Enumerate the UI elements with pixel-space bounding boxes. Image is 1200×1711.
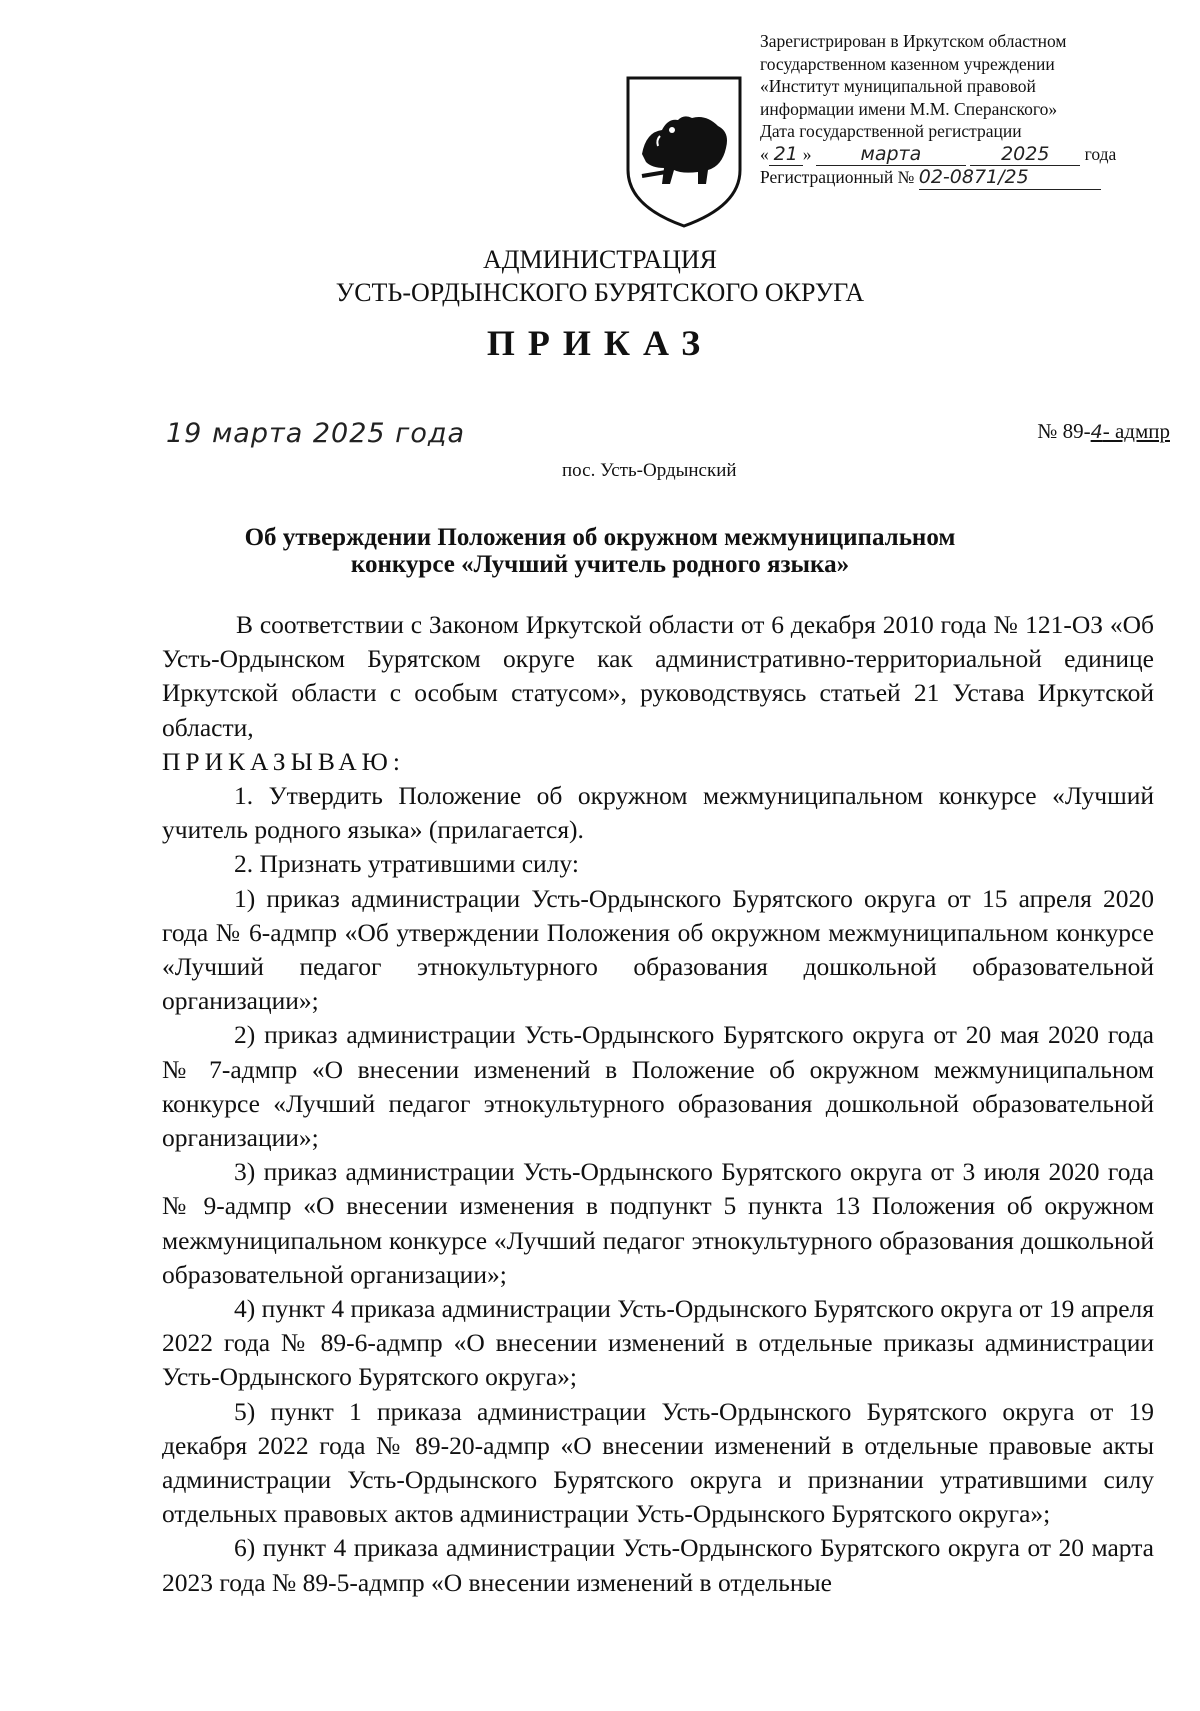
order-date: 19 марта 2025 года (166, 418, 466, 449)
order-number-prefix: № 89- (1037, 419, 1091, 443)
registration-line: информации имени М.М. Сперанского» (760, 98, 1058, 119)
subitem-5: 5) пункт 1 приказа администрации Усть-Ордынского Бурятского округа от 19 декабря 2022 года № 89-20-адмпр «О внесении изменений в отдельные правовые акты администрации Усть-Ордынского Бурятского округа и признании утратившими силу отдельных правовых актов администрации Усть-Ордынского Бурятского округа»; (162, 1396, 1154, 1529)
registration-month: марта (816, 143, 966, 167)
preamble-paragraph: В соответствии с Законом Иркутской области от 6 декабря 2010 года № 121-ОЗ «Об Усть-Ордынском Бурятском округе как административно-территориальной единице Иркутской области с особым статусом», руководствуясь статьей 21 Устава Иркутской области, (162, 610, 1154, 742)
registration-number-row (760, 166, 1140, 190)
registration-day: 21 (769, 143, 803, 167)
subitem-3: 3) приказ администрации Усть-Ордынского Бурятского округа от 3 июля 2020 года № 9-адмпр «О внесении изменения в подпункт 5 пункта 13 Положения об окружном межмуниципальном конкурсе «Лучший педагог этнокультурного образования дошкольной образовательной организации»; (162, 1157, 1154, 1289)
registration-line: Дата государственной регистрации (760, 121, 1022, 141)
registration-year-suffix: года (1084, 143, 1117, 164)
order-title-line1: Об утверждении Положения об окружном межмуниципальном (244, 524, 956, 551)
org-name-line1: АДМИНИСТРАЦИЯ (483, 245, 717, 274)
subitem-4: 4) пункт 4 приказа администрации Усть-Ордынского Бурятского округа от 19 апреля 2022 года № 89-6-адмпр «О внесении изменений в отдельные приказы администрации Усть-Ордынского Бурятского округа»; (162, 1294, 1154, 1392)
item-1: 1. Утвердить Положение об окружном межмуниципальном конкурсе «Лучший учитель родного языка» (прилагается). (162, 781, 1154, 845)
coat-of-arms-icon (622, 74, 746, 230)
registration-line: государственном казенном учреждении (760, 53, 1055, 74)
order-word: ПРИКАЗЫВАЮ: (162, 746, 405, 776)
item-2: 2. Признать утратившими силу: (234, 849, 579, 879)
registration-number-label: Регистрационный № (760, 167, 915, 187)
subitem-2: 2) приказ администрации Усть-Ордынского Бурятского округа от 20 мая 2020 года № 7-адмпр «О внесении изменений в Положение об окружном межмуниципальном конкурсе «Лучший педагог этнокультурного образования дошкольной образовательной организации»; (162, 1020, 1154, 1153)
registration-year: 2025 (970, 143, 1080, 167)
order-title (0, 524, 1200, 578)
order-place: пос. Усть-Ордынский (562, 460, 737, 481)
subitem-1: 1) приказ администрации Усть-Ордынского Бурятского округа от 15 апреля 2020 года № 6-адмпр «Об утверждении Положения об окружном межмуниципальном конкурсе «Лучший педагог этнокультурного образования дошкольной образовательной организации»; (162, 883, 1154, 1016)
registration-line: Зарегистрирован в Иркутском областном (760, 31, 1067, 51)
registration-stamp (760, 30, 1140, 190)
doc-type-heading: ПРИКАЗ (486, 323, 714, 363)
subitem-6: 6) пункт 4 приказа администрации Усть-Ордынского Бурятского округа от 20 марта 2023 года № 89-5-адмпр «О внесении изменений в отдельные (162, 1533, 1154, 1597)
order-number-handwritten: 4 (1090, 421, 1103, 443)
org-name-line2: УСТЬ-ОРДЫНСКОГО БУРЯТСКОГО ОКРУГА (335, 278, 865, 307)
registration-number: 02-0871/25 (919, 166, 1101, 190)
order-title-line2: конкурсе «Лучший учитель родного языка» (350, 551, 850, 578)
registration-line: «Институт муниципальной правовой (760, 76, 1036, 96)
order-number-suffix: - адмпр (1102, 419, 1170, 443)
registration-date: « 21 » марта 2025 года (760, 142, 1117, 165)
order-body (162, 608, 1154, 1600)
order-number (1037, 419, 1170, 444)
